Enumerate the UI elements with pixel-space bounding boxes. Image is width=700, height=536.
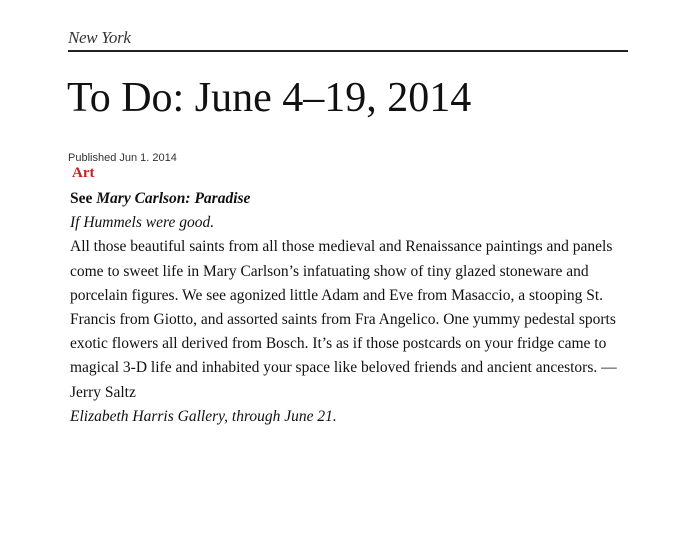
section-label-art: Art: [72, 165, 95, 181]
article-body: [70, 187, 630, 429]
masthead-divider: [68, 50, 628, 52]
published-date: Published Jun 1. 2014: [68, 152, 177, 164]
see-prefix: See: [70, 190, 93, 207]
event-title: Mary Carlson: Paradise: [96, 190, 251, 207]
event-heading: [70, 187, 630, 211]
event-description: All those beautiful saints from all those medieval and Renaissance paintings and panels come to sweet life in Mary Carlson’s infatuating show of tiny glazed stoneware and porcelain figures. We see agonized little Adam and Eve from Masaccio, a stooping St. Francis from Giotto, and assorted saints from Fra Angelico. One yummy pedestal sports exotic flowers all derived from Bosch. It’s as if those postcards on your fridge came to magical 3-D life and inhabited your space like beloved friends and ancient ancestors. —Jerry Saltz: [70, 238, 617, 401]
article-headline: To Do: June 4–19, 2014: [67, 75, 472, 121]
event-tagline: If Hummels were good.: [70, 214, 215, 232]
event-venue: Elizabeth Harris Gallery, through June 21.: [70, 407, 337, 425]
new-york-logo[interactable]: New York: [68, 28, 131, 47]
